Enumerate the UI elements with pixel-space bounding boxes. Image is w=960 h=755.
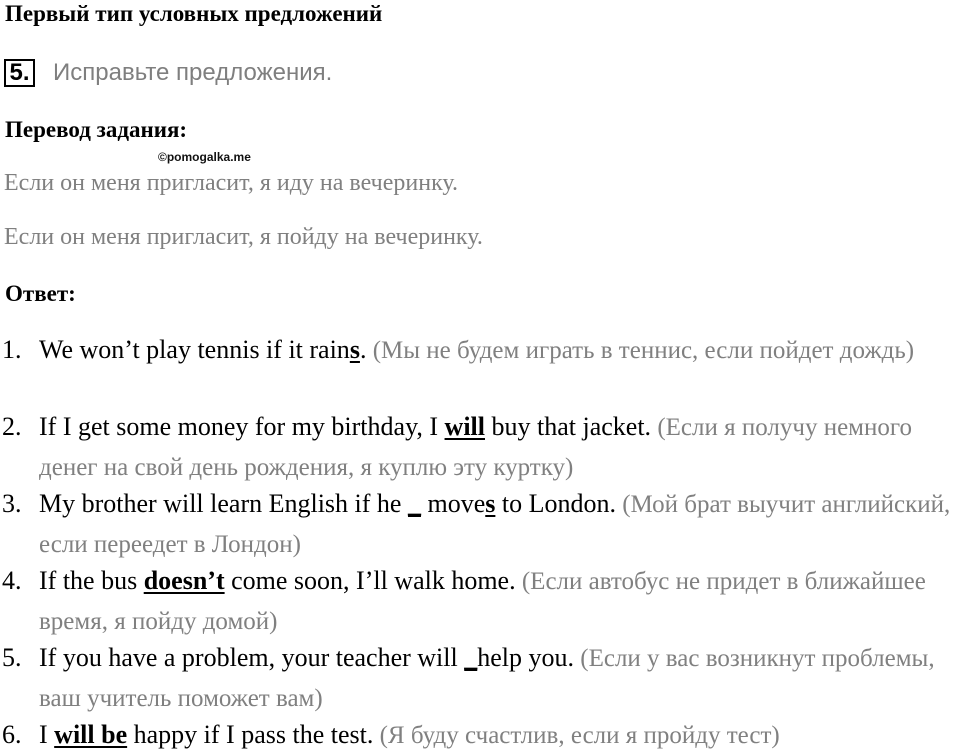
correction: doesn’t bbox=[143, 566, 225, 595]
item-number: 5. bbox=[2, 643, 22, 672]
item-number: 1. bbox=[2, 335, 22, 364]
sentence-text: to London. bbox=[495, 489, 616, 518]
sentence-text: If you have a problem, your teacher will bbox=[39, 643, 465, 672]
translation-line-1: Если он меня пригласит, я иду на вечеринку. bbox=[4, 170, 458, 196]
correction: _ bbox=[407, 489, 421, 518]
item-number: 3. bbox=[2, 489, 22, 518]
task-number-box: 5. bbox=[4, 59, 35, 87]
sentence-text: . bbox=[359, 335, 367, 364]
correction: will bbox=[444, 412, 485, 441]
item-number: 4. bbox=[2, 566, 22, 595]
sentence-text: If I get some money for my birthday, I bbox=[39, 412, 445, 441]
item-body bbox=[39, 715, 960, 755]
sentence-text: We won’t play tennis if it rain bbox=[39, 335, 350, 364]
item-body bbox=[39, 330, 960, 370]
item-body bbox=[39, 638, 960, 718]
sentence-text: happy if I pass the test. bbox=[127, 720, 374, 749]
sentence-translation: (Если автобус не придет в ближайшее время, я пойду домой) bbox=[39, 568, 926, 635]
correction: s bbox=[349, 335, 360, 364]
page-title: Первый тип условных предложений bbox=[5, 1, 383, 26]
correction: will be bbox=[54, 720, 128, 749]
translation-line-2: Если он меня пригласит, я пойду на вечеринку. bbox=[4, 224, 483, 250]
sentence-text: I bbox=[39, 720, 55, 749]
item-number: 6. bbox=[2, 720, 22, 749]
correction: s bbox=[485, 489, 496, 518]
sentence-translation: (Мой брат выучит английский, если переедет в Лондон) bbox=[39, 491, 951, 558]
sentence-translation: (Если я получу немного денег на свой день рождения, я куплю эту куртку) bbox=[39, 414, 913, 481]
sentence-translation: (Мы не будем играть в теннис, если пойдет дождь) bbox=[366, 337, 915, 364]
sentence-text: move bbox=[420, 489, 486, 518]
sentence-text: come soon, I’ll walk home. bbox=[224, 566, 516, 595]
sentence-translation: (Я буду счастлив, если я пройду тест) bbox=[373, 722, 780, 749]
sentence-translation: (Если у вас возникнут проблемы, ваш учитель поможет вам) bbox=[39, 645, 935, 712]
sentence-text: buy that jacket. bbox=[485, 412, 652, 441]
answer-heading: Ответ: bbox=[5, 281, 76, 306]
sentence-text: help you. bbox=[477, 643, 574, 672]
sentence-text: My brother will learn English if he bbox=[39, 489, 408, 518]
task-header bbox=[4, 56, 332, 90]
item-number: 2. bbox=[2, 412, 22, 441]
item-body bbox=[39, 484, 960, 564]
task-instruction: Исправьте предложения. bbox=[53, 59, 333, 86]
translation-heading: Перевод задания: bbox=[5, 117, 188, 142]
correction: _ bbox=[464, 643, 478, 672]
item-body bbox=[39, 407, 960, 487]
sentence-text: If the bus bbox=[39, 566, 144, 595]
item-body bbox=[39, 561, 960, 641]
watermark: ©pomogalka.me bbox=[158, 150, 251, 164]
